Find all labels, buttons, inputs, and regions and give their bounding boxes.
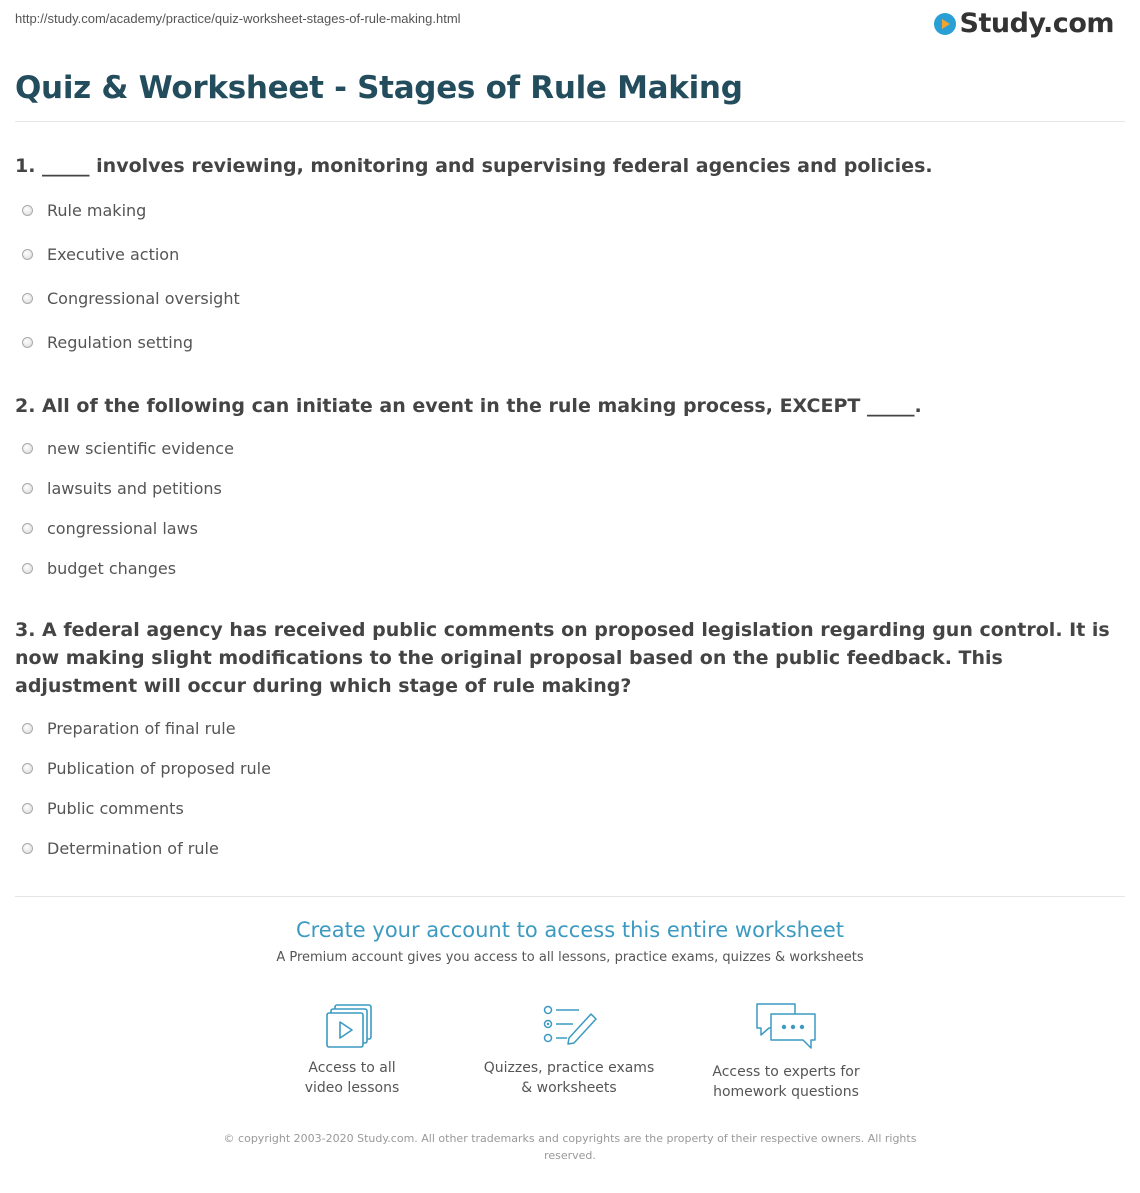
question-1-text: 1. _____ involves reviewing, monitoring and supervising federal agencies and policies. bbox=[15, 155, 933, 177]
option-label: lawsuits and petitions bbox=[47, 478, 222, 498]
quiz-checklist-icon bbox=[539, 1000, 599, 1050]
question-2-text: 2. All of the following can initiate an event in the rule making process, EXCEPT _____. bbox=[15, 395, 922, 417]
logo-text: Study.com bbox=[959, 8, 1114, 39]
radio-button[interactable] bbox=[22, 337, 33, 348]
feature-line-1: Access to experts for bbox=[712, 1064, 860, 1080]
copyright-line-1: © copyright 2003-2020 Study.com. All other trademarks and copyrights are the property of their respective owners. All rights bbox=[223, 1132, 917, 1145]
title-divider bbox=[15, 121, 1125, 122]
radio-button[interactable] bbox=[22, 249, 33, 260]
cta-subtitle: A Premium account gives you access to all lessons, practice exams, quizzes & worksheets bbox=[276, 950, 864, 965]
answer-option[interactable] bbox=[22, 548, 234, 588]
answer-option[interactable] bbox=[22, 232, 240, 276]
option-label: Publication of proposed rule bbox=[47, 758, 271, 778]
answer-option[interactable] bbox=[22, 468, 234, 508]
answer-option[interactable] bbox=[22, 708, 271, 748]
feature-quizzes bbox=[469, 1000, 669, 1098]
video-lessons-icon bbox=[322, 1000, 382, 1050]
answer-option[interactable] bbox=[22, 320, 240, 364]
expert-chat-icon bbox=[753, 1000, 819, 1054]
feature-line-2: homework questions bbox=[713, 1084, 859, 1100]
option-label: Rule making bbox=[47, 200, 147, 220]
page-url: http://study.com/academy/practice/quiz-worksheet-stages-of-rule-making.html bbox=[15, 11, 461, 26]
option-label: Determination of rule bbox=[47, 838, 219, 858]
radio-button[interactable] bbox=[22, 763, 33, 774]
answer-option[interactable] bbox=[22, 508, 234, 548]
answer-option[interactable] bbox=[22, 276, 240, 320]
question-2-options bbox=[22, 428, 234, 588]
radio-button[interactable] bbox=[22, 523, 33, 534]
radio-button[interactable] bbox=[22, 563, 33, 574]
option-label: new scientific evidence bbox=[47, 438, 234, 458]
radio-button[interactable] bbox=[22, 205, 33, 216]
radio-button[interactable] bbox=[22, 843, 33, 854]
feature-experts bbox=[686, 1000, 886, 1102]
radio-button[interactable] bbox=[22, 443, 33, 454]
answer-option[interactable] bbox=[22, 788, 271, 828]
cta-title[interactable]: Create your account to access this entire worksheet bbox=[295, 918, 845, 942]
radio-button[interactable] bbox=[22, 803, 33, 814]
option-label: congressional laws bbox=[47, 518, 199, 538]
answer-option[interactable] bbox=[22, 748, 271, 788]
option-label: Preparation of final rule bbox=[47, 718, 236, 738]
copyright-line-2: reserved. bbox=[544, 1149, 596, 1162]
feature-line-1: Access to all bbox=[308, 1060, 396, 1076]
question-3-options bbox=[22, 708, 271, 868]
answer-option[interactable] bbox=[22, 428, 234, 468]
page-title: Quiz & Worksheet - Stages of Rule Making bbox=[15, 70, 743, 106]
option-label: Regulation setting bbox=[47, 332, 193, 352]
feature-line-1: Quizzes, practice exams bbox=[483, 1060, 655, 1076]
feature-line-2: & worksheets bbox=[521, 1080, 617, 1096]
feature-line-2: video lessons bbox=[304, 1080, 400, 1096]
option-label: Congressional oversight bbox=[47, 288, 240, 308]
answer-option[interactable] bbox=[22, 188, 240, 232]
option-label: budget changes bbox=[47, 558, 177, 578]
radio-button[interactable] bbox=[22, 483, 33, 494]
cta-divider bbox=[15, 896, 1125, 897]
question-3-text: 3. A federal agency has received public comments on proposed legislation regarding gun control. It is now making slight modifications to the original proposal based on the public feedback. This adjustment will occur during which stage of rule making? bbox=[15, 619, 1110, 697]
radio-button[interactable] bbox=[22, 293, 33, 304]
radio-button[interactable] bbox=[22, 723, 33, 734]
answer-option[interactable] bbox=[22, 828, 271, 868]
option-label: Public comments bbox=[47, 798, 184, 818]
study-logo[interactable] bbox=[934, 8, 1114, 39]
feature-video-lessons bbox=[252, 1000, 452, 1098]
copyright-notice bbox=[210, 1130, 930, 1164]
option-label: Executive action bbox=[47, 244, 180, 264]
question-1-options bbox=[22, 188, 240, 364]
play-logo-icon bbox=[934, 13, 956, 35]
